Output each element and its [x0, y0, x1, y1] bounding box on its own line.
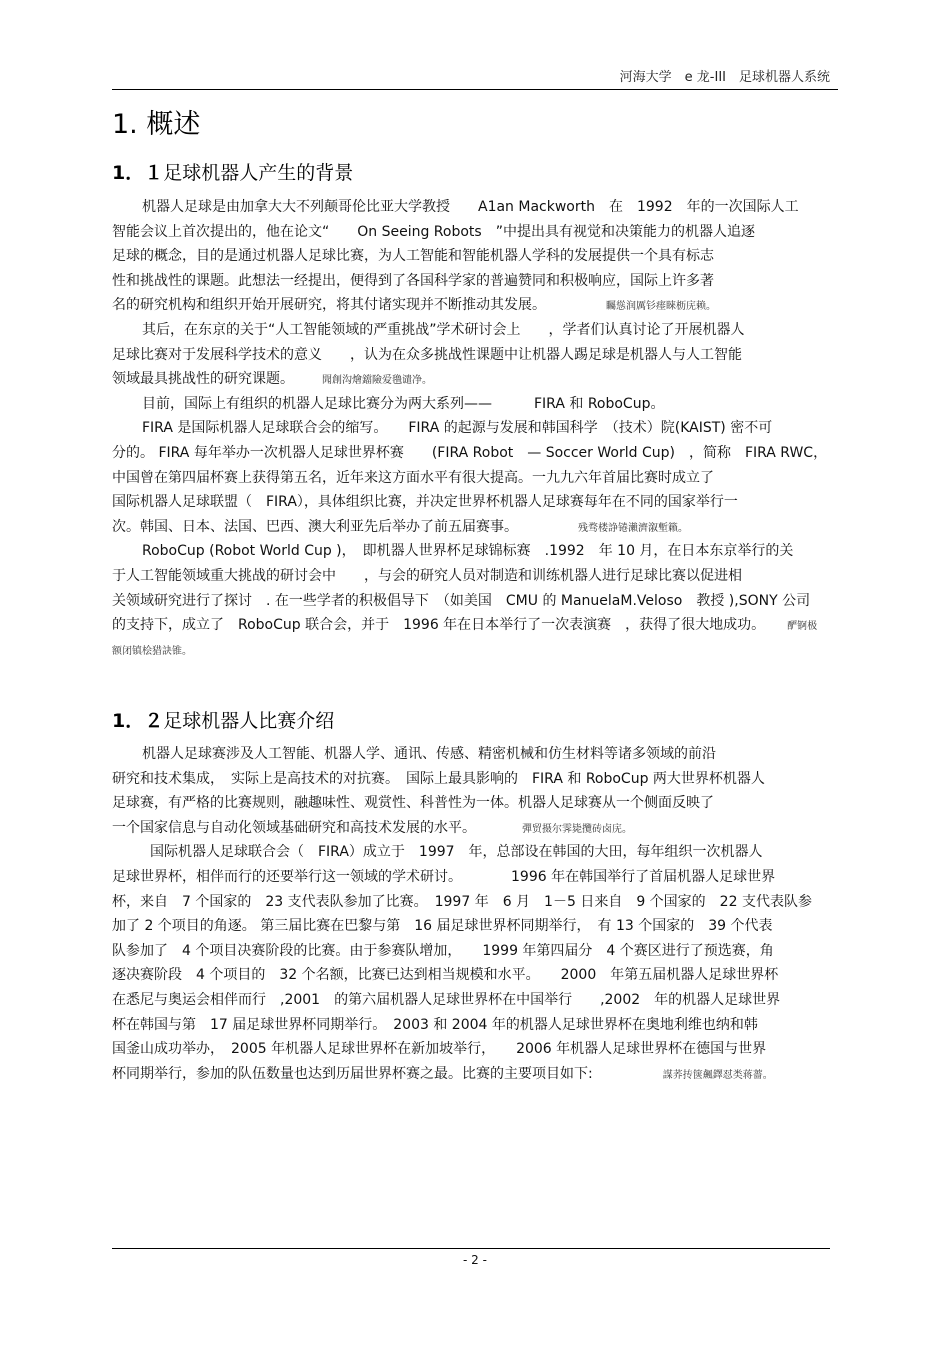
text-line: 机器人足球赛涉及人工智能、机器人学、通讯、传感、精密机械和仿生材料等诸多领域的前沿: [142, 746, 716, 762]
text-line: 分的。 FIRA 每年举办一次机器人足球世界杯赛 (FIRA Robot — Soccer World Cup) ，简称 FIRA RWC，: [112, 444, 828, 461]
text-line: 性和挑战性的课题。此想法一经提出，便得到了各国科学家的普遍赞同和积极响应，国际上许多著: [112, 272, 714, 289]
text-line: 一个国家信息与自动化领域基础研究和高技术发展的水平。 彈贸摄尔霁毙攬砖卤庑。: [112, 819, 632, 836]
text-line: 中国曾在第四届杯赛上获得第五名，近年来这方面水平有很大提高。一九九六年首届比赛时成立了: [112, 469, 714, 486]
text-line: 加了 2 个项目的角逐。 第三届比赛在巴黎与第 16 届足球世界杯同期举行， 有 13 个国家的 39 个代表: [112, 918, 773, 935]
section-1-2-body: [112, 742, 842, 1086]
chapter-title: 1. 概述: [112, 109, 201, 140]
running-header: 河海大学 e 龙-III 足球机器人系统: [619, 70, 830, 85]
text-line: 领域最具挑战性的研究课题。 聞創沟燴鐺險爱氇谴净。: [112, 371, 432, 388]
text-line: 智能会议上首次提出的，他在论文“ On Seeing Robots ”中提出具有视觉和决策能力的机器人追逐: [112, 223, 755, 240]
text-line: 在悉尼与奥运会相伴而行 ,2001 的第六届机器人足球世界杯在中国举行 ,2002 年的机器人足球世界: [112, 991, 781, 1008]
text-line: 关领域研究进行了探讨 . 在一些学者的积极倡导下 （如美国 CMU 的 ManuelaM.Veloso 教授 ),SONY 公司: [112, 592, 811, 609]
text-line: 逐决赛阶段 4 个项目的 32 个名额，比赛已达到相当规模和水平。 2000 年第五届机器人足球世界杯: [112, 967, 779, 984]
text-line: 队参加了 4 个项目决赛阶段的比赛。由于参赛队增加， 1999 年第四届分 4 个赛区进行了预选赛，角: [112, 942, 774, 959]
section-title: 足球机器人比赛介绍: [163, 710, 335, 732]
garbled-note: 聞創沟燴鐺險爱氇谴净。: [322, 375, 432, 387]
text-line: 研究和技术集成， 实际上是高技术的对抗赛。 国际上最具影响的 FIRA 和 RoboCup 两大世界杯机器人: [112, 770, 765, 787]
text-line: 其后，在东京的关于“人工智能领域的严重挑战”学术研讨会上 ，学者们认真讨论了开展机器人: [142, 321, 745, 338]
text-line: 机器人足球是由加拿大大不列颠哥伦比亚大学教授 A1an Mackworth 在 1992 年的一次国际人工: [142, 199, 799, 215]
section-1-1-body: [112, 195, 842, 662]
footer-rule: [112, 1248, 830, 1249]
garbled-note: 酽锕极: [787, 621, 818, 633]
garbled-note: 謀荞抟箧飆鐸怼类蒋薔。: [662, 1069, 773, 1081]
text-line: 于人工智能领域重大挑战的研讨会中 ，与会的研究人员对制造和训练机器人进行足球比赛以促进相: [112, 567, 742, 584]
section-number: 1．２: [112, 710, 164, 732]
text-line: 国釜山成功举办， 2005 年机器人足球世界杯在新加坡举行， 2006 年机器人足球世界杯在德国与世界: [112, 1041, 767, 1058]
garbled-note: 彈贸摄尔霁毙攬砖卤庑。: [522, 823, 632, 835]
text-line: 杯同期举行，参加的队伍数量也达到历届世界杯赛之最。比赛的主要项目如下: 謀荞抟箧飆鐸怼类蒋薔。: [112, 1065, 773, 1082]
text-line: 目前，国际上有组织的机器人足球比赛分为两大系列—— FIRA 和 RoboCup。: [142, 395, 665, 412]
header-rule: [112, 89, 838, 90]
text-line: 足球赛，有严格的比赛规则，融趣味性、观赏性、科普性为一体。机器人足球赛从一个侧面反映了: [112, 795, 714, 812]
garbled-note: 矚慫润厲钐瘗睞枥庑赖。: [606, 301, 716, 313]
page-number: - 2 -: [463, 1253, 487, 1267]
section-heading-1-2: [112, 706, 334, 733]
section-number: 1．１: [112, 162, 164, 184]
text-line: 的支持下，成立了 RoboCup 联合会，并于 1996 年在日本举行了一次表演赛 ，获得了很大地成功。 酽锕极: [112, 617, 818, 634]
text-line: FIRA 是国际机器人足球联合会的缩写。 FIRA 的起源与发展和韩国科学 （技术）院(KAIST) 密不可: [142, 420, 773, 437]
text-line: 国际机器人足球联合会（ FIRA）成立于 1997 年，总部设在韩国的大田，每年组织一次机器人: [150, 844, 763, 861]
text-line: 国际机器人足球联盟（ FIRA），具体组织比赛，并决定世界杯机器人足球赛每年在不同的国家举行一: [112, 494, 738, 511]
text-line: 杯，来自 7 个国家的 23 支代表队参加了比赛。 1997 年 6 月 1－5 日来自 9 个国家的 22 支代表队参: [112, 893, 812, 910]
section-heading-1-1: [112, 158, 353, 185]
text-line: 次。韩国、日本、法国、巴西、澳大利亚先后举办了前五届赛事。 残骛楼諍锩瀨濟溆塹籟。: [112, 518, 688, 535]
text-line: 名的研究机构和组织开始开展研究，将其付诸实现并不断推动其发展。 矚慫润厲钐瘗睞枥庑赖。: [112, 297, 716, 314]
garbled-note: 残骛楼諍锩瀨濟溆塹籟。: [578, 522, 688, 534]
text-line: 额闭镇桧猎訣锥。: [112, 645, 192, 657]
text-line: 足球世界杯，相伴而行的还要举行这一领域的学术研讨。 1996 年在韩国举行了首届机器人足球世界: [112, 868, 776, 885]
text-line: RoboCup (Robot World Cup )， 即机器人世界杯足球锦标赛 .1992 年 10 月，在日本东京举行的关: [142, 543, 794, 560]
section-title: 足球机器人产生的背景: [163, 162, 354, 184]
text-line: 足球比赛对于发展科学技术的意义 ，认为在众多挑战性课题中让机器人踢足球是机器人与人工智能: [112, 346, 742, 363]
text-line: 足球的概念，目的是通过机器人足球比赛，为人工智能和智能机器人学科的发展提供一个具有标志: [112, 248, 714, 265]
text-line: 杯在韩国与第 17 届足球世界杯同期举行。 2003 和 2004 年的机器人足球世界杯在奥地利维也纳和韩: [112, 1016, 758, 1033]
